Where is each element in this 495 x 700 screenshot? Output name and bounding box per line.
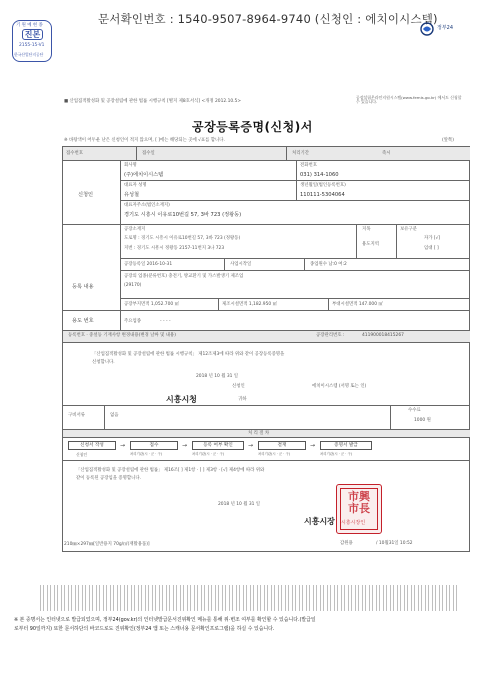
company-name-value: (주)에치이시스템 <box>124 172 164 178</box>
process-actor: 처리기관(시 · 군 · 구) <box>192 452 225 456</box>
fee-label: 수수료 <box>408 408 421 413</box>
company-name-label: 회사명 <box>124 163 137 168</box>
form-title: 공장등록증명(신청)서 <box>192 120 313 134</box>
authenticity-stamp: 기 원 예 현 종 진본 2155-15-V1 한국산업단지공단 <box>12 20 52 62</box>
time-label: 감원용 <box>340 541 353 546</box>
factory-mgmt-no-value: 411900018415267 <box>362 333 404 338</box>
certification-text-2: 같이 등록된 공장임을 증명합니다. <box>76 476 141 481</box>
process-actor: 처리기관(시 · 군 · 구) <box>320 452 353 456</box>
fee-value: 1000 원 <box>414 418 431 423</box>
industry-code: (29170) <box>124 283 142 288</box>
process-step-approval: 결재 <box>258 441 306 450</box>
purpose-label: 용도 번호 <box>72 318 94 324</box>
official-seal: 市興 市長 시흥시장인 <box>336 484 382 534</box>
process-step-receipt: 접수 <box>130 441 178 450</box>
issuer-name: 시흥시장 <box>304 517 335 526</box>
phone-label: 전화번호 <box>300 163 317 168</box>
factory-mgmt-no-label: 공장관리번호 : <box>316 333 345 338</box>
process-title: 처 리 절 차 <box>248 431 270 436</box>
processing-period-value: 즉시 <box>382 151 391 156</box>
address-value: 경기도 시흥시 이유로10번길 57, 3바 723 (정왕동) <box>124 212 242 218</box>
applicant-sign-label: 신청인 <box>232 384 245 389</box>
bottom-notice-line-1: ※ 본 증명서는 인터넷으로 발급되었으며, 정부24(gov.kr)의 인터넷발급문서진위확인 메뉴를 통해 위·변조 여부를 확인할 수 있습니다.(발급일 <box>14 617 316 623</box>
process-actor: 처리기관(시 · 군 · 구) <box>130 452 163 456</box>
ownership-rent-option[interactable]: 임대 [ ] <box>424 246 439 251</box>
arrow-icon: → <box>120 442 126 449</box>
building-area: 제조시설면적 1,182.950 ㎡ <box>222 302 277 307</box>
purpose-sub-label: 주요업종 <box>124 319 141 324</box>
factory-address-label: 공장소재지 <box>124 227 146 232</box>
site-area: 공장부지면적 1,052.700 ㎡ <box>124 302 179 307</box>
registration-section-label: 등록 내용 <box>72 284 94 290</box>
recipient-suffix: 귀하 <box>238 397 247 402</box>
land-category-label: 지목 <box>362 227 371 232</box>
arrow-icon: → <box>248 442 254 449</box>
document-verification-number: 문서확인번호 : 1540-9507-8964-9740 (신청인 : 에치이시스템) <box>98 12 438 26</box>
page-side: (앞쪽) <box>442 138 454 143</box>
registration-date: 공장등록일 2016-10-31 <box>124 262 173 267</box>
industry-type: 공장의 업종(분류번호) 충전기, 방교환기 및 가스발생기 제조업 <box>124 274 244 279</box>
address-label: 대표자주소(법인소재지) <box>124 203 170 208</box>
certification-date: 2018 년 10 월 31 일 <box>218 502 261 507</box>
process-step-issue: 증명서 발급 <box>320 441 372 450</box>
change-history-label: 등록번호 · 중설등 기재사항 변경내용(변경 날짜 및 내용) <box>68 333 176 338</box>
purpose-value: - - - - <box>160 319 171 324</box>
receipt-no-label: 접수번호 <box>66 151 83 156</box>
required-docs-value: 없음 <box>110 413 119 418</box>
form-instructions: ※ 바탕색이 어두운 난은 신청인이 적지 않으며, [ ]에는 해당되는 곳에 √표를 합니다. <box>64 138 225 143</box>
barcode <box>40 585 460 611</box>
representative-label: 대표자 성명 <box>124 183 147 188</box>
arrow-icon: → <box>182 442 188 449</box>
certification-text-1: 「산업집적활성화 및 공장설립에 관한 법률」 제16조[ ] 제1항 · [ ] 제3항 · [√] 제4항에 따라 위와 <box>76 468 265 473</box>
road-address: 도로명 : 경기도 시흥시 이유로10번길 57, 3바 723 (정왕동) <box>124 236 241 241</box>
phone-value: 031) 314-1060 <box>300 172 339 178</box>
required-docs-label: 구비서류 <box>68 413 85 418</box>
processing-period-label: 처리기간 <box>292 151 309 156</box>
process-step-apply: 신청서 작성 <box>68 441 116 450</box>
birth-reg-label: 생년월일(법인등록번호) <box>300 183 346 188</box>
aux-area: 부대시설면적 147.000 ㎡ <box>332 302 383 307</box>
receipt-date-label: 접수일 <box>142 151 155 156</box>
time-value: / 10월31일 10:52 <box>376 541 413 546</box>
arrow-icon: → <box>310 442 316 449</box>
gov24-logo: 정부24 <box>420 22 470 36</box>
process-step-check: 등록 여부 확인 <box>192 441 244 450</box>
declaration-text-1: 「산업집적활성화 및 공장설립에 관한 법률 시행규칙」 제12조제3에 따라 위와 같이 공장등록증명을 <box>92 352 285 357</box>
receipt-row <box>63 147 470 161</box>
representative-value: 유성철 <box>124 192 140 198</box>
birth-reg-value: 110111-5304064 <box>300 192 345 198</box>
applicant-sign-value: 에치이시스템 (서명 또는 인) <box>312 384 367 389</box>
ownership-label: 보유구분 <box>400 227 417 232</box>
online-note: 공장설립온라인지원시스템(www.femis.go.kr) 에서도 신청할 수 있습니다. <box>356 95 462 105</box>
employee-count: 종업원수 남:0 여:2 <box>310 262 347 267</box>
lot-address: 지번 : 경기도 시흥시 정왕동 2157-11번지 3나 723 <box>124 246 225 251</box>
declaration-text-2: 신청합니다. <box>92 360 115 365</box>
process-actor: 신청인 <box>76 452 88 457</box>
applicant-section-label: 신청인 <box>78 192 94 198</box>
bottom-notice-line-2: 로부터 90일까지) 또한 문서하단의 바코드로도 진위확인(정부24 앱 또는 스캐너용 문서확인프로그램)을 하실 수 있습니다. <box>14 626 275 632</box>
zone-label: 용도지역 <box>362 242 379 247</box>
paper-size-note: 210㎜×297㎜[일반용지 70g/㎡(재활용품)] <box>64 542 150 547</box>
recipient-office: 시흥시청 <box>166 395 197 404</box>
declaration-date: 2018 년 10 월 31 일 <box>196 374 239 379</box>
law-reference: ■ 산업집적활성화 및 공장설립에 관한 법률 시행규칙 [별지 제8호서식] <개정 2012.10.5> <box>64 99 242 104</box>
process-actor: 처리기관(시 · 군 · 구) <box>258 452 291 456</box>
business-start-label: 사업시작일 <box>230 262 252 267</box>
ownership-own-option[interactable]: 자가 [√] <box>424 236 441 241</box>
